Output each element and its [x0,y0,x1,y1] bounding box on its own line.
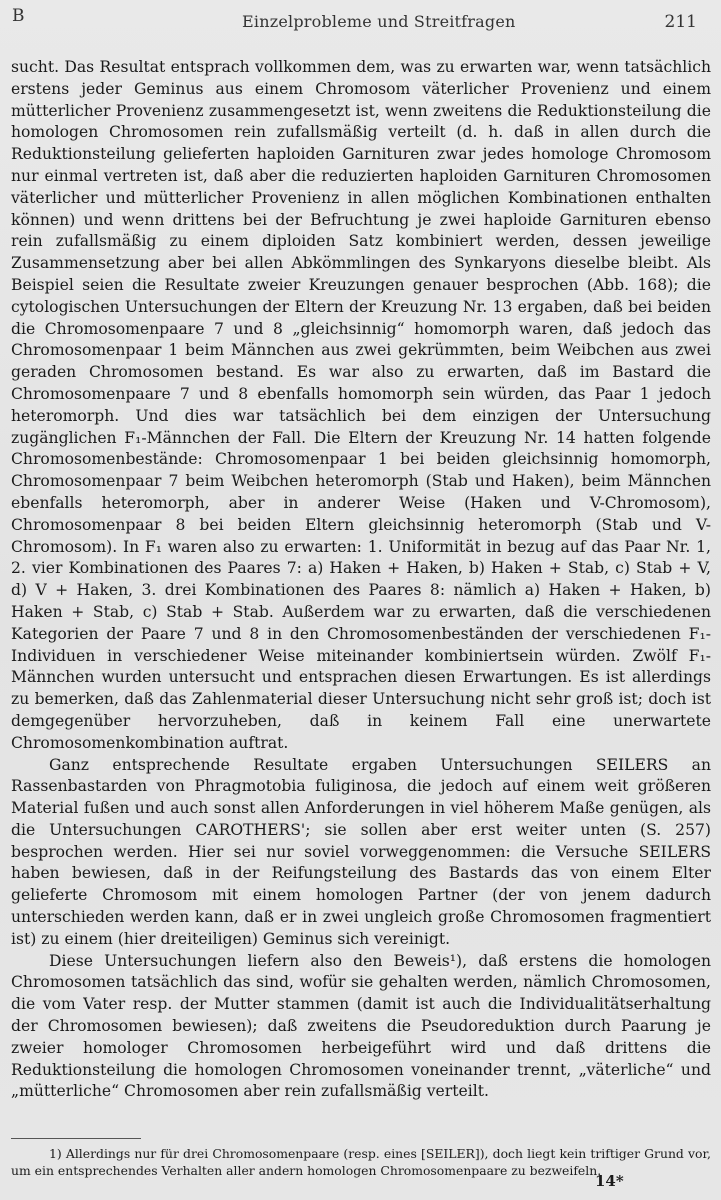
paragraph: Diese Untersuchungen liefern also den Beweis¹), daß erstens die homologen Chromosomen tatsächlich das sind, wofür sie gehalten werden, nämlich Chromosomen, die vom Vater resp. der Mutter stammen (damit ist auch die Individualitätserhaltung der Chromosomen bewiesen); daß zweitens die Pseudoreduktion durch Paarung je zweier homologer Chromosomen herbeigeführt wird und daß drittens die Reduktionsteilung die homologen Chromosomen voneinander trennt, „väterliche“ und „mütterliche“ Chromosomen aber rein zufallsmäßig verteilt. [11,951,711,1101]
paragraph: sucht. Das Resultat entsprach vollkommen dem, was zu erwarten war, wenn tatsächlich erstens jeder Geminus aus einem Chromosom väterlicher Provenienz und einem mütterlicher Provenienz zusammengesetzt ist, wenn zweitens die Reduktionsteilung die homologen Chromosomen rein zufallsmäßig verteilt (d. h. daß in allen durch die Reduktionsteilung gelieferten haploiden Garnituren zwar jedes homologe Chromosom nur einmal vertreten ist, daß aber die reduzierten haploiden Garnituren Chromosomen väterlicher und mütterlicher Provenienz in allen möglichen Kombinationen enthalten können) und wenn drittens bei der Befruchtung je zwei haploide Garnituren ebenso rein zufallsmäßig zu einem diploiden Satz kombiniert werden, dessen jeweilige Zusammensetzung aber bei allen Abkömmlingen des Synkaryons dieselbe bleibt. Als Beispiel seien die Resultate zweier Kreuzungen genauer besprochen (Abb. 168); die cytologischen Untersuchungen der Eltern der Kreuzung Nr. 13 ergaben, daß bei beiden die Chromosomenpaare 7 und 8 „gleichsinnig“ homomorph waren, daß jedoch das Chromosomenpaar 1 beim Männchen aus zwei gekrümmten, beim Weibchen aus zwei geraden Chromosomen bestand. Es war also zu erwarten, daß im Bastard die Chromosomenpaare 7 und 8 ebenfalls homomorph sein würden, das Paar 1 jedoch heteromorph. Und dies war tatsächlich bei dem einzigen der Untersuchung zugänglichen F₁-Männchen der Fall. Die Eltern der Kreuzung Nr. 14 hatten folgende Chromosomenbestände: Chromosomenpaar 1 bei beiden gleichsinnig homomorph, Chromosomenpaar 7 beim Weibchen heteromorph (Stab und Haken), beim Männchen ebenfalls heteromorph, aber in anderer Weise (Haken und V-Chromosom), Chromosomenpaar 8 bei beiden Eltern gleichsinnig heteromorph (Stab und V-Chromosom). In F₁ waren also zu erwarten: 1. Uniformität in bezug auf das Paar Nr. 1, 2. vier Kombinationen des Paares 7: a) Haken + Haken, b) Haken + Stab, c) Stab + V, d) V + Haken, 3. drei Kombinationen des Paares 8: nämlich a) Haken + Haken, b) Haken + Stab, c) Stab + Stab. Außerdem war zu erwarten, daß die verschiedenen Kategorien der Paare 7 und 8 in den Chromosomenbeständen der verschiedenen F₁-Individuen in verschiedener Weise miteinander kombiniertsein würden. Zwölf F₁-Männchen wurden untersucht und entsprachen diesen Erwartungen. Es ist allerdings zu bemerken, daß das Zahlenmaterial dieser Untersuchung nicht sehr groß ist; doch ist demgegenüber hervorzuheben, daß in keinem Fall eine unerwartete Chromosomenkombination auftrat. [11,58,711,752]
running-title: Einzelprobleme und Streitfragen [242,12,516,31]
sheet-signature: B [12,6,25,26]
footnote-divider [11,1138,141,1139]
page-number: 211 [664,12,697,32]
page-header [12,6,697,36]
body-text [11,57,711,1103]
paragraph: Ganz entsprechende Resultate ergaben Untersuchungen SEILERS an Rassenbastarden von Phragmotobia fuliginosa, die jedoch auf einem weit größeren Material fußen und auch sonst allen Anforderungen in viel höherem Maße genügen, als die Untersuchungen CAROTHERS'; sie sollen aber erst weiter unten (S. 257) besprochen werden. Hier sei nur soviel vorweggenommen: die Versuche SEILERS haben bewiesen, daß in der Reifungsteilung des Bastards das von einem Elter gelieferte Chromosom mit einem homologen Partner (der von jenem dadurch unterschieden werden kann, daß er in zwei ungleich große Chromosomen fragmentiert ist) zu einem (hier dreiteiligen) Geminus sich vereinigt. [11,755,711,948]
sheet-signature-mark: 14* [595,1172,624,1190]
footnote-text: 1) Allerdings nur für drei Chromosomenpaare (resp. eines [SEILER]), doch liegt kein triftiger Grund vor, um ein entsprechendes Verhalten aller andern homologen Chromosomenpaare zu bezweifeln. [11,1146,711,1178]
